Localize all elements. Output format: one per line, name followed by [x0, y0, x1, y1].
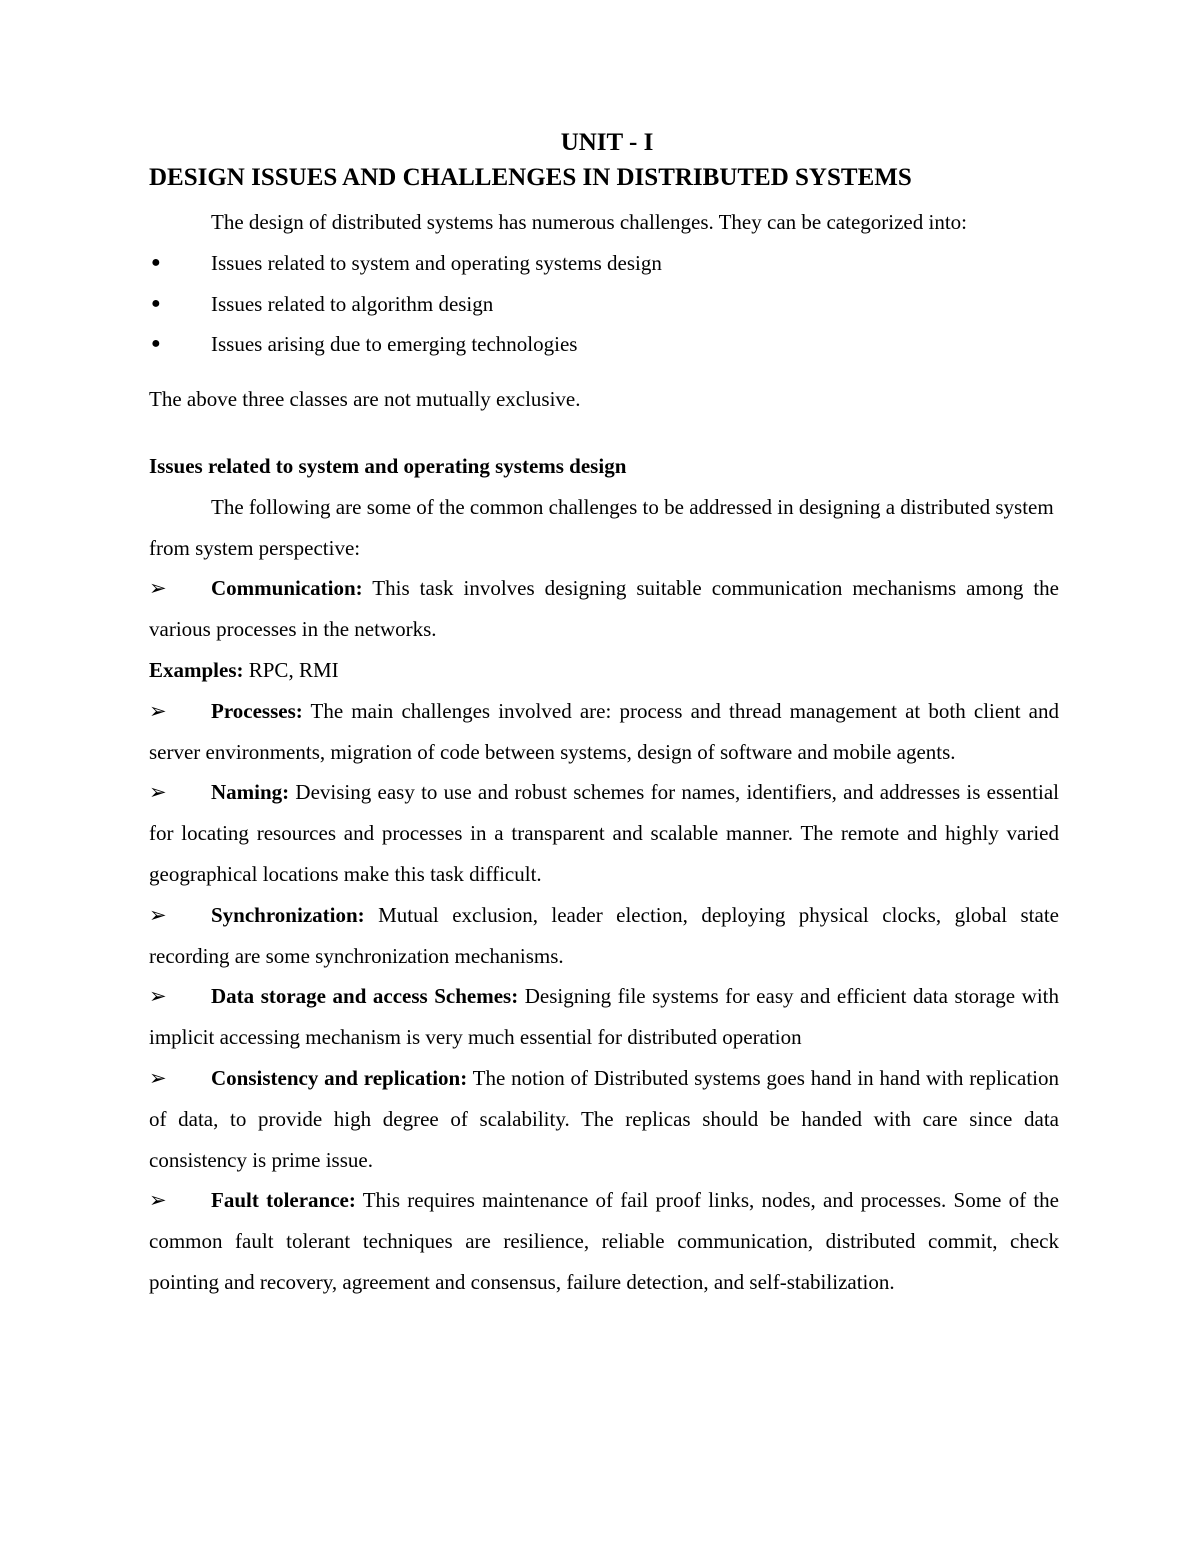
arrow-bullet-icon: ➢ — [149, 1065, 167, 1090]
category-list — [149, 243, 1059, 365]
item-text: Devising easy to use and robust schemes for names, identifiers, and addresses is essential for locating resources and processes in a transparent and scalable manner. The remote and highly varied geographical locations make this task difficult. — [149, 780, 1059, 886]
intro-paragraph: The design of distributed systems has numerous challenges. They can be categorized into: — [211, 210, 967, 234]
list-item — [149, 243, 1059, 284]
main-title: DESIGN ISSUES AND CHALLENGES IN DISTRIBUTED SYSTEMS — [149, 164, 912, 191]
item-text: This requires maintenance of fail proof links, nodes, and processes. Some of the common fault tolerant techniques are resilience, reliable communication, distributed commit, check pointing and recovery, agreement and consensus, failure detection, and self-stabilization. — [149, 1188, 1059, 1294]
bullet-icon: ● — [151, 294, 161, 312]
challenge-item-consistency — [149, 1058, 1059, 1180]
item-term: Data storage and access Schemes: — [211, 984, 519, 1009]
arrow-bullet-icon: ➢ — [149, 576, 167, 601]
item-term: Processes: — [211, 698, 303, 723]
item-text: Mutual exclusion, leader election, deploying physical clocks, global state recording are some synchronization mechanisms. — [149, 902, 1059, 968]
examples-text: RPC, RMI — [243, 657, 339, 682]
item-text: Designing file systems for easy and efficient data storage with implicit accessing mechanism is very much essential for distributed operation — [149, 984, 1059, 1050]
examples-label: Examples: — [149, 657, 244, 682]
list-item-text: Issues arising due to emerging technologies — [211, 332, 578, 357]
challenge-item-processes — [149, 691, 1059, 773]
item-text: The main challenges involved are: process and thread management at both client and server environments, migration of code between systems, design of software and mobile agents. — [149, 698, 1059, 764]
challenge-item-data-storage — [149, 976, 1059, 1058]
unit-title: UNIT - I — [560, 129, 654, 156]
item-text: This task involves designing suitable communication mechanisms among the various processes in the networks. — [149, 576, 1059, 642]
list-item-text: Issues related to system and operating systems design — [211, 250, 662, 275]
classes-note: The above three classes are not mutually exclusive. — [149, 387, 581, 412]
bullet-icon: ● — [151, 335, 161, 353]
item-term: Synchronization: — [211, 902, 365, 927]
list-item-text: Issues related to algorithm design — [211, 291, 494, 316]
arrow-bullet-icon: ➢ — [149, 698, 167, 723]
challenge-item-fault-tolerance — [149, 1180, 1059, 1302]
item-term: Naming: — [211, 780, 290, 805]
bullet-icon: ● — [151, 253, 161, 271]
list-item — [149, 324, 1059, 365]
challenge-item-naming — [149, 772, 1059, 894]
list-item — [149, 284, 1059, 325]
challenge-item-communication — [149, 568, 1059, 650]
examples-line — [149, 650, 1059, 691]
document-content — [149, 128, 1059, 1303]
challenge-item-synchronization — [149, 895, 1059, 977]
item-text: The notion of Distributed systems goes hand in hand with replication of data, to provide high degree of scalability. The replicas should be handed with care since data consistency is prime issue. — [149, 1065, 1059, 1172]
arrow-bullet-icon: ➢ — [149, 1188, 167, 1213]
section-intro: The following are some of the common challenges to be addressed in designing a distributed system from system perspective: — [149, 494, 1054, 560]
arrow-bullet-icon: ➢ — [149, 902, 167, 927]
item-term: Fault tolerance: — [211, 1188, 356, 1213]
item-term: Consistency and replication: — [211, 1065, 468, 1090]
section-heading: Issues related to system and operating systems design — [149, 453, 627, 478]
arrow-bullet-icon: ➢ — [149, 984, 167, 1009]
item-term: Communication: — [211, 576, 363, 601]
arrow-bullet-icon: ➢ — [149, 780, 167, 805]
